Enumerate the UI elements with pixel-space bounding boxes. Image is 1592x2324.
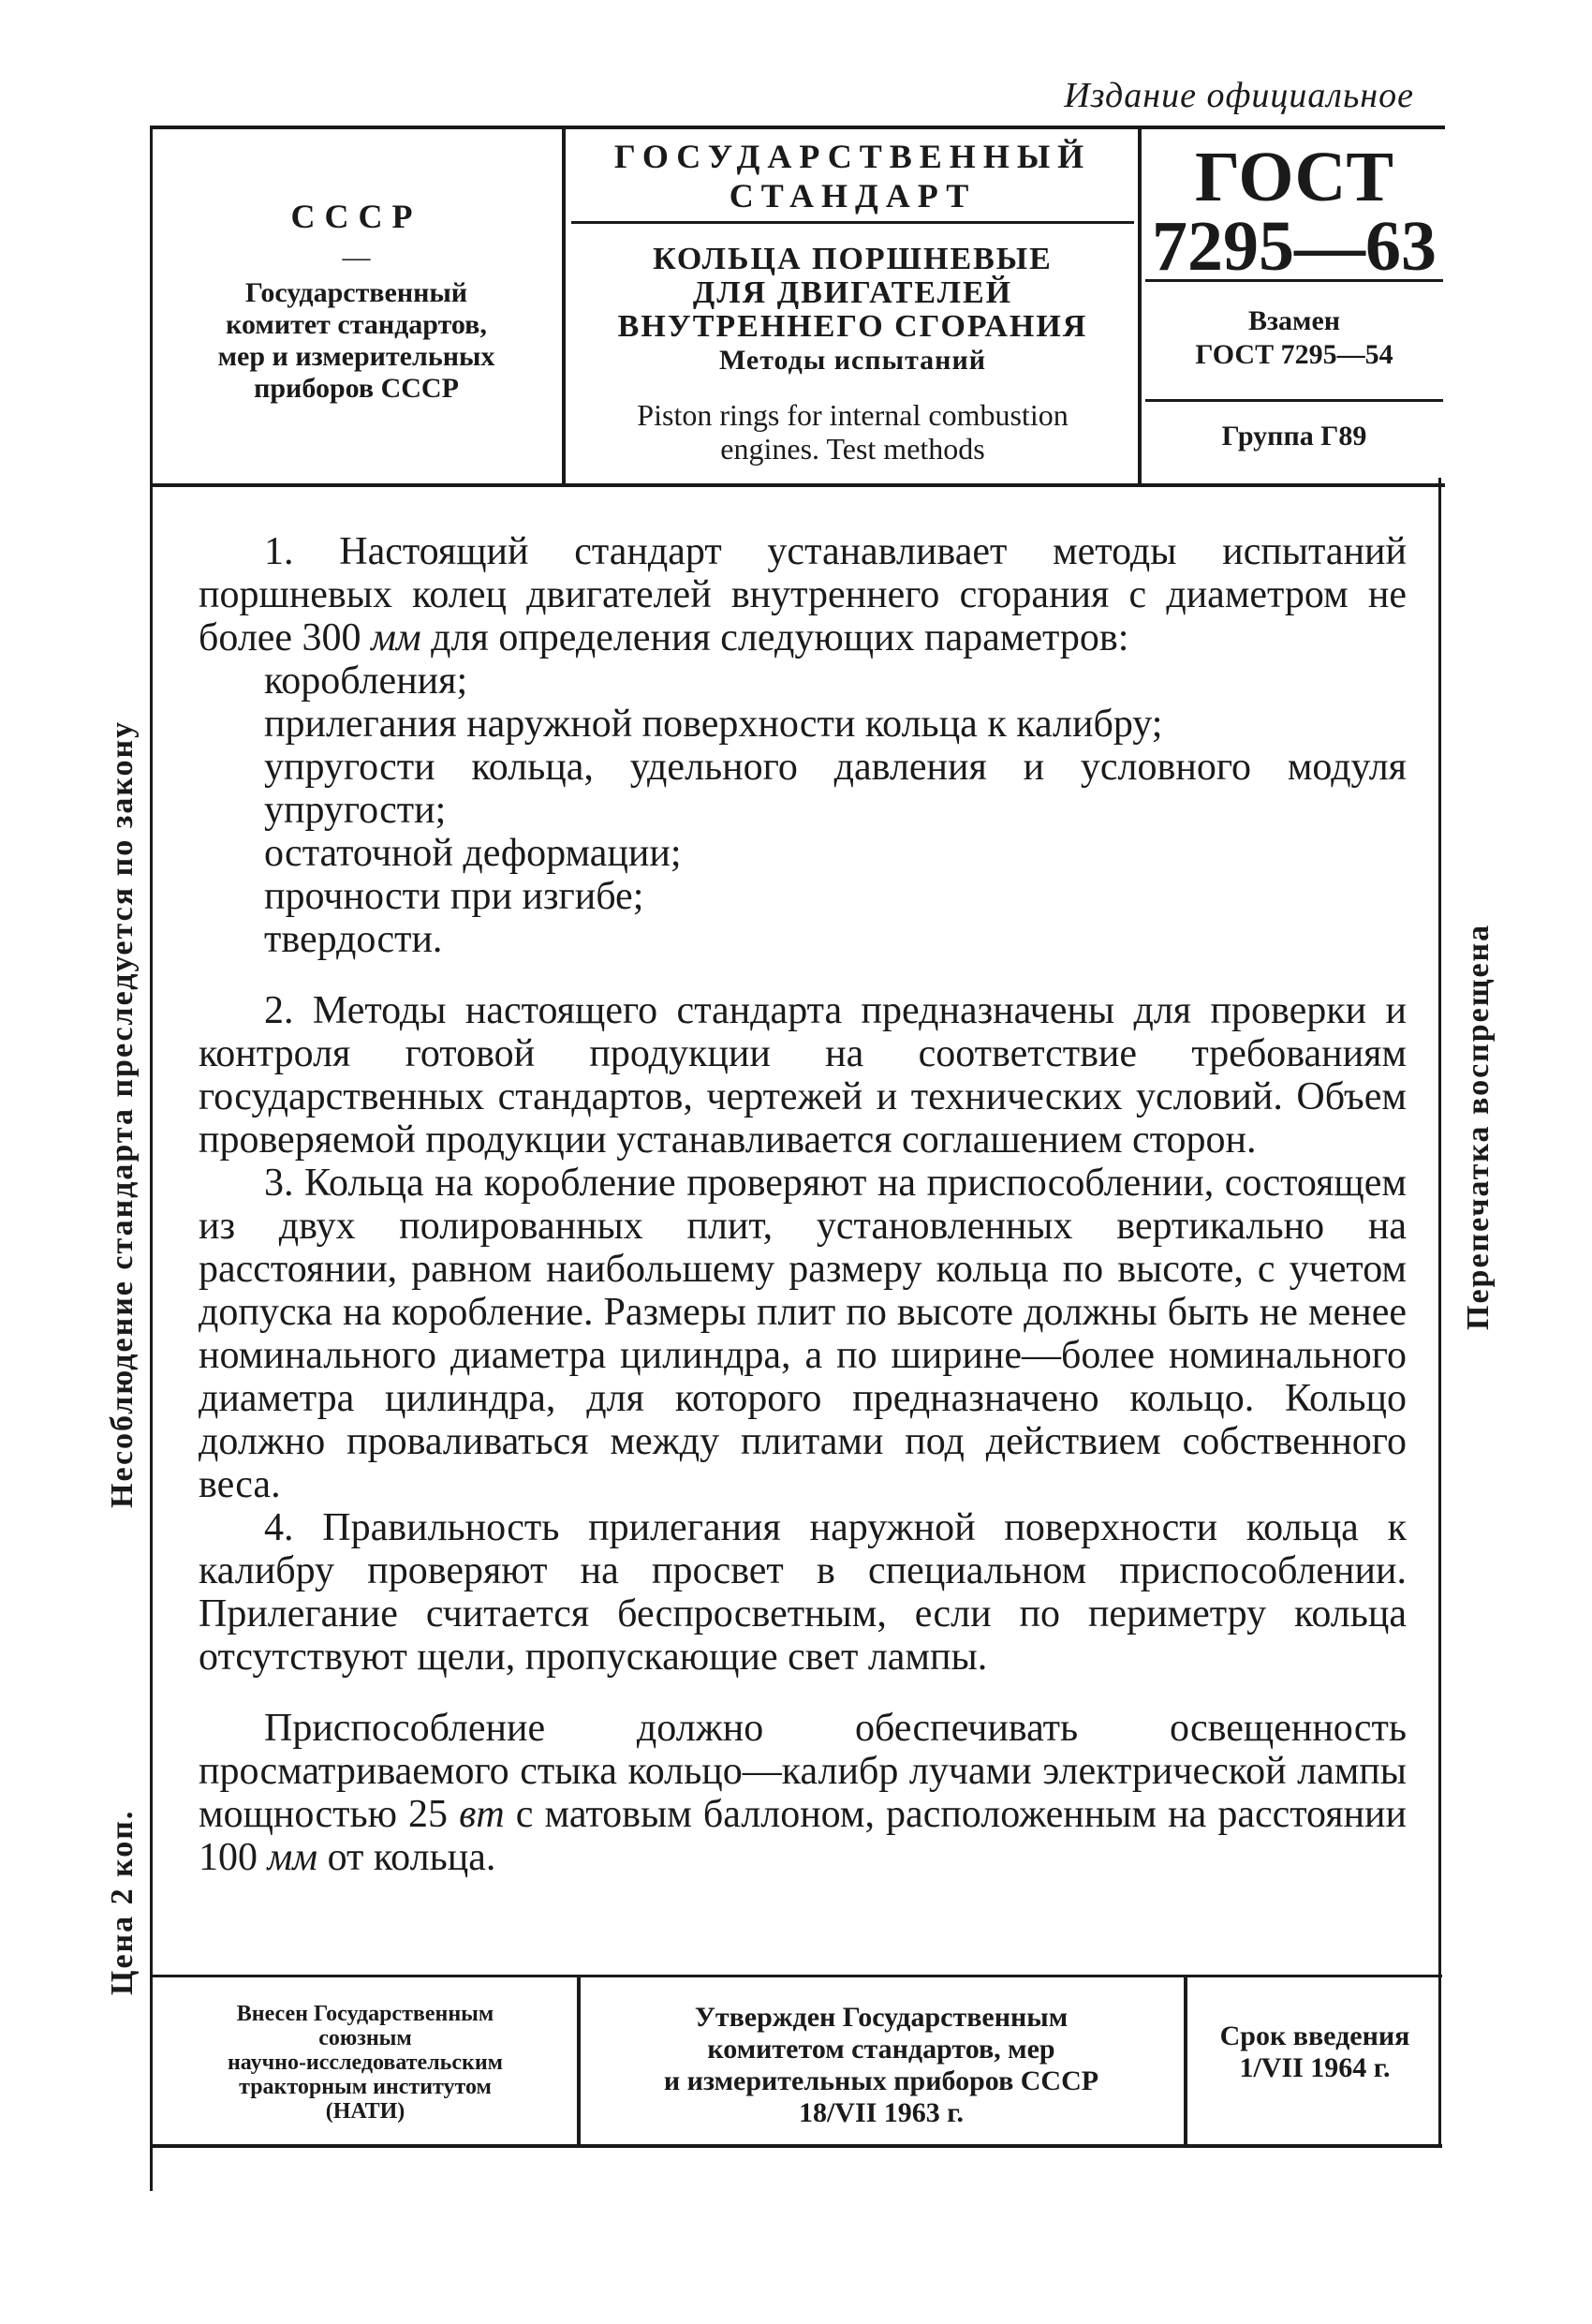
approved-line: и измерительных приборов СССР xyxy=(663,2065,1099,2096)
list-item: твердости. xyxy=(264,918,443,961)
dash-separator: — xyxy=(342,242,371,273)
document-body xyxy=(199,530,1407,1879)
legal-notice-side: Несоблюдение стандарта преследуется по закону xyxy=(105,719,140,1508)
price-label: Цена 2 коп. xyxy=(105,1809,140,1995)
header-title-cell xyxy=(562,129,1140,483)
paragraph-4: 4. Правильность прилегания наружной поверхности кольца к калибру проверяют на просвет в специальном приспособлении. Прилегание считается беспросветным, если по периметру кольца отсутствуют щели, пропускающие свет лампы. xyxy=(199,1506,1407,1679)
introduced-line: тракторным институтом xyxy=(239,2075,492,2099)
effective-line: 1/VII 1964 г. xyxy=(1239,2052,1391,2083)
standard-type-line: ГОСУДАРСТВЕННЫЙ xyxy=(613,138,1092,175)
header-code-cell xyxy=(1138,129,1447,483)
paragraph-5: Приспособление должно обеспечивать освещенность просматриваемого стыка кольцо—калибр лучами электрической лампы мощностью 25 вт с матовым баллоном, расположенным на расстоянии 100 мм от кольца. xyxy=(199,1707,1407,1879)
introduced-line: союзным xyxy=(318,2026,412,2050)
introduced-line: Внесен Государственным xyxy=(236,2002,494,2026)
replaces-block xyxy=(1142,282,1447,399)
footer-table xyxy=(150,1975,1442,2148)
gost-code xyxy=(1142,129,1447,286)
list-item: прочности при изгибе; xyxy=(264,875,644,918)
approved-by-cell xyxy=(577,1977,1182,2144)
introduced-line: научно-исследовательским xyxy=(227,2050,504,2075)
replaces-label: Взамен xyxy=(1247,305,1341,336)
list-item: коробления; xyxy=(264,659,468,703)
gost-number: 7295—63 xyxy=(1152,207,1437,286)
effective-date-cell xyxy=(1184,1977,1442,2144)
committee-line: Государственный xyxy=(244,277,468,308)
title-en-line: Piston rings for internal combustion xyxy=(637,398,1069,432)
title-line: ВНУТРЕННЕГО СГОРАНИЯ xyxy=(617,309,1088,344)
paragraph-1: 1. Настоящий стандарт устанавливает методы испытаний поршневых колец двигателей внутреннего сгорания с диаметром не более 300 мм для определения следующих параметров: xyxy=(199,530,1407,659)
standard-type-line: СТАНДАРТ xyxy=(729,177,977,215)
committee-line: приборов СССР xyxy=(254,373,459,404)
committee-line: комитет стандартов, xyxy=(226,309,487,340)
title-line: КОЛЬЦА ПОРШНЕВЫЕ xyxy=(653,242,1053,276)
document-title-ru xyxy=(566,243,1140,344)
effective-line: Срок введения xyxy=(1219,2021,1410,2051)
reprint-prohibited-side: Перепечатка воспрещена xyxy=(1461,923,1496,1330)
list-item: остаточной деформации; xyxy=(264,832,682,875)
divider xyxy=(571,221,1134,224)
title-en-line: engines. Test methods xyxy=(720,432,985,466)
approved-line: 18/VII 1963 г. xyxy=(798,2097,965,2128)
group-code: Группа Г89 xyxy=(1221,421,1367,451)
paragraph-2: 2. Методы настоящего стандарта предназначены для проверки и контроля готовой продукции на соответствие требованиям государственных стандартов, чертежей и технических условий. Объем проверяемой продукции устанавливается соглашением сторон. xyxy=(199,989,1407,1162)
country-label: СССР xyxy=(290,198,422,235)
committee-line: мер и измерительных xyxy=(217,341,495,372)
header-table xyxy=(150,126,1445,487)
introduced-line: (НАТИ) xyxy=(325,2099,405,2124)
list-item: упругости кольца, удельного давления и условного модуля упругости; xyxy=(264,746,1407,832)
document-title-en xyxy=(566,398,1140,466)
approved-line: комитетом стандартов, мер xyxy=(707,2034,1055,2065)
title-line: ДЛЯ ДВИГАТЕЛЕЙ xyxy=(692,275,1013,310)
frame-right-rule xyxy=(1438,478,1441,2145)
approved-line: Утвержден Государственным xyxy=(694,2002,1069,2033)
standard-type xyxy=(566,129,1140,221)
list-item: прилегания наружной поверхности кольца к калибру; xyxy=(264,703,1163,746)
document-subtitle: Методы испытаний xyxy=(718,345,987,376)
header-issuer-cell xyxy=(153,129,560,483)
parameter-list xyxy=(199,659,1407,961)
gost-label: ГОСТ xyxy=(1194,138,1394,216)
paragraph-3: 3. Кольца на коробление проверяют на приспособлении, состоящем из двух полированных плит, установленных вертикально на расстоянии, равном наибольшему размеру кольца по высоте, с учетом допуска на коробление. Размеры плит по высоте должны быть не менее номинального диаметра цилиндра, а по ширине—более номинального диаметра цилиндра, для которого предназначено кольцо. Кольцо должно проваливаться между плитами под действием собственного веса. xyxy=(199,1162,1407,1506)
replaces-value: ГОСТ 7295—54 xyxy=(1195,339,1393,370)
committee-name xyxy=(153,277,560,405)
edition-note: Издание официальное xyxy=(1064,76,1414,115)
introduced-by-cell xyxy=(159,1977,571,2144)
